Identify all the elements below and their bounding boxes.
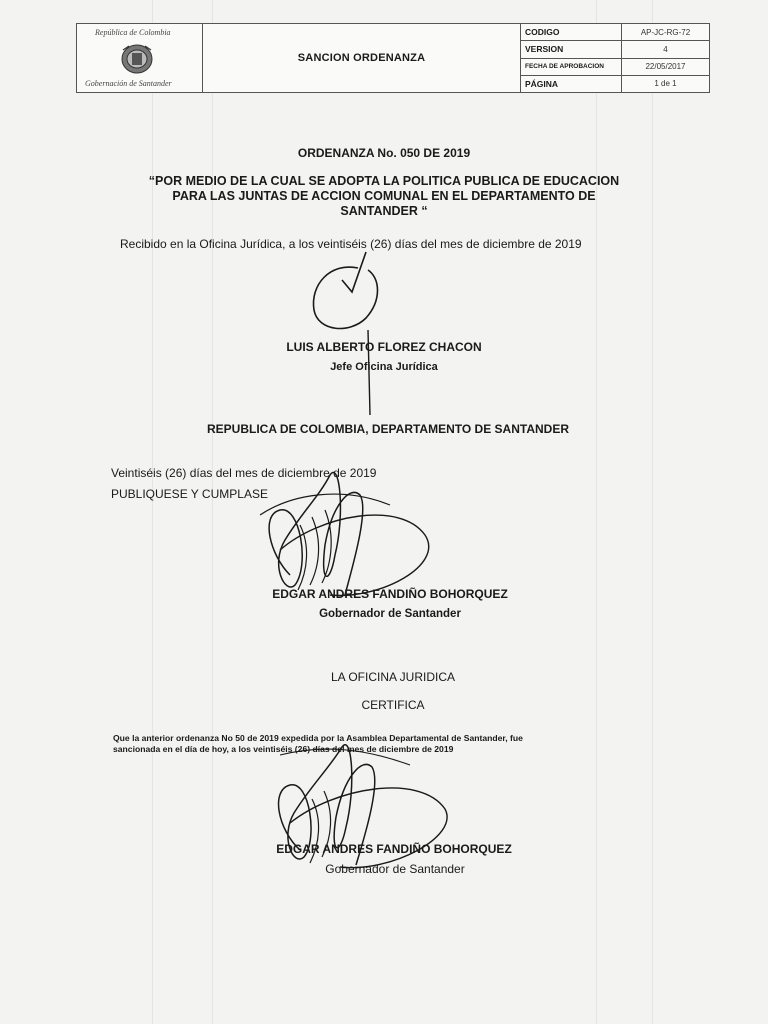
ordenanza-title-line: SANTANDER “ [340,204,428,218]
meta-row-pagina [521,76,709,92]
gobernador-role: Gobernador de Santander [319,608,461,620]
republica-text: República de Colombia [95,28,171,37]
meta-value: 22/05/2017 [645,62,686,72]
certifica-heading: CERTIFICA [361,698,425,712]
jefe-name: LUIS ALBERTO FLOREZ CHACON [286,340,482,354]
meta-row-fecha [521,59,709,76]
signature-jefe [300,240,410,420]
gobernador-cert-name: EDGAR ANDRES FANDIÑO BOHORQUEZ [276,842,512,856]
publiquese-text: PUBLIQUESE Y CUMPLASE [111,487,268,501]
meta-label: CODIGO [521,24,622,40]
meta-row-version [521,41,709,58]
meta-value: 1 de 1 [654,79,677,89]
header-title: SANCION ORDENANZA [203,24,521,92]
ordenanza-title-line: “POR MEDIO DE LA CUAL SE ADOPTA LA POLITICA PUBLICA DE EDUCACION [148,174,620,188]
header-meta-table [521,24,709,92]
cert-text-line: sancionada en el día de hoy, a los veintiséis (26) días del mes de diciembre de 2019 [113,744,454,754]
received-text: Recibido en la Oficina Jurídica, a los veintiséis (26) días del mes de diciembre de 2019 [120,237,582,251]
meta-label: PÁGINA [521,76,622,92]
republica-line: REPUBLICA DE COLOMBIA, DEPARTAMENTO DE SANTANDER [206,422,569,436]
ordenanza-number: ORDENANZA No. 050 DE 2019 [297,146,471,160]
oficina-heading: LA OFICINA JURIDICA [330,670,456,684]
cert-text-line: Que la anterior ordenanza No 50 de 2019 expedida por la Asamblea Departamental de Santander, fue [113,733,523,743]
meta-label: VERSION [521,41,622,57]
date-line: Veintiséis (26) días del mes de diciembre de 2019 [111,466,377,480]
coat-of-arms-icon [119,42,155,76]
meta-label: FECHA DE APROBACION [521,59,622,75]
signature-gobernador [250,455,450,630]
gobernacion-text: Gobernación de Santander [85,79,172,88]
meta-row-codigo [521,24,709,41]
meta-value: AP-JC-RG-72 [640,27,691,37]
meta-value: 4 [663,44,668,54]
ordenanza-title-line: PARA LAS JUNTAS DE ACCION COMUNAL EN EL DEPARTAMENTO DE [172,189,596,203]
header-logo-cell [77,24,203,92]
gobernador-cert-role: Gobernador de Santander [325,862,465,876]
document-header [76,23,710,93]
gobernador-name: EDGAR ANDRES FANDIÑO BOHORQUEZ [272,587,508,601]
jefe-role: Jefe Oficina Jurídica [330,361,438,373]
